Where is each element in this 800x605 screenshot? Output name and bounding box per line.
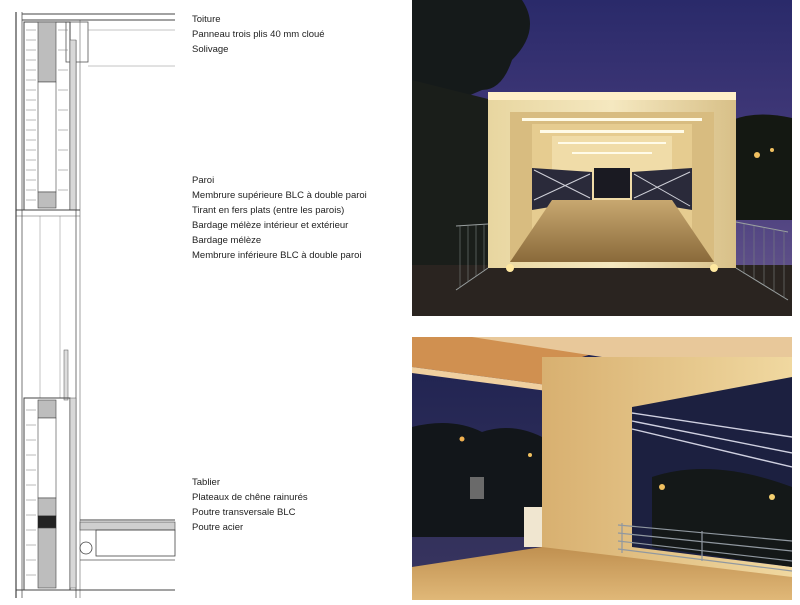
legend-heading: Toiture	[192, 14, 221, 25]
legend-item: Solivage	[192, 44, 229, 55]
legend-item: Membrure supérieure BLC à double paroi	[192, 190, 367, 201]
legend-heading: Tablier	[192, 477, 220, 488]
legend-item: Bardage mélèze	[192, 235, 262, 246]
legend-toiture	[192, 12, 402, 57]
legend-tablier	[192, 475, 402, 535]
section-drawing	[0, 0, 190, 600]
legend-item: Bardage mélèze intérieur et extérieur	[192, 220, 349, 231]
legend-item: Membrure inférieure BLC à double paroi	[192, 250, 362, 261]
legend-item: Panneau trois plis 40 mm cloué	[192, 29, 325, 40]
bridge-interior-photo	[412, 337, 792, 600]
bridge-entrance-photo	[412, 0, 792, 316]
legend-item: Poutre transversale BLC	[192, 507, 296, 518]
legend-paroi	[192, 173, 402, 263]
legend-item: Poutre acier	[192, 522, 244, 533]
legend-item: Tirant en fers plats (entre les parois)	[192, 205, 345, 216]
legend-item: Plateaux de chêne rainurés	[192, 492, 308, 503]
legend-heading: Paroi	[192, 175, 215, 186]
